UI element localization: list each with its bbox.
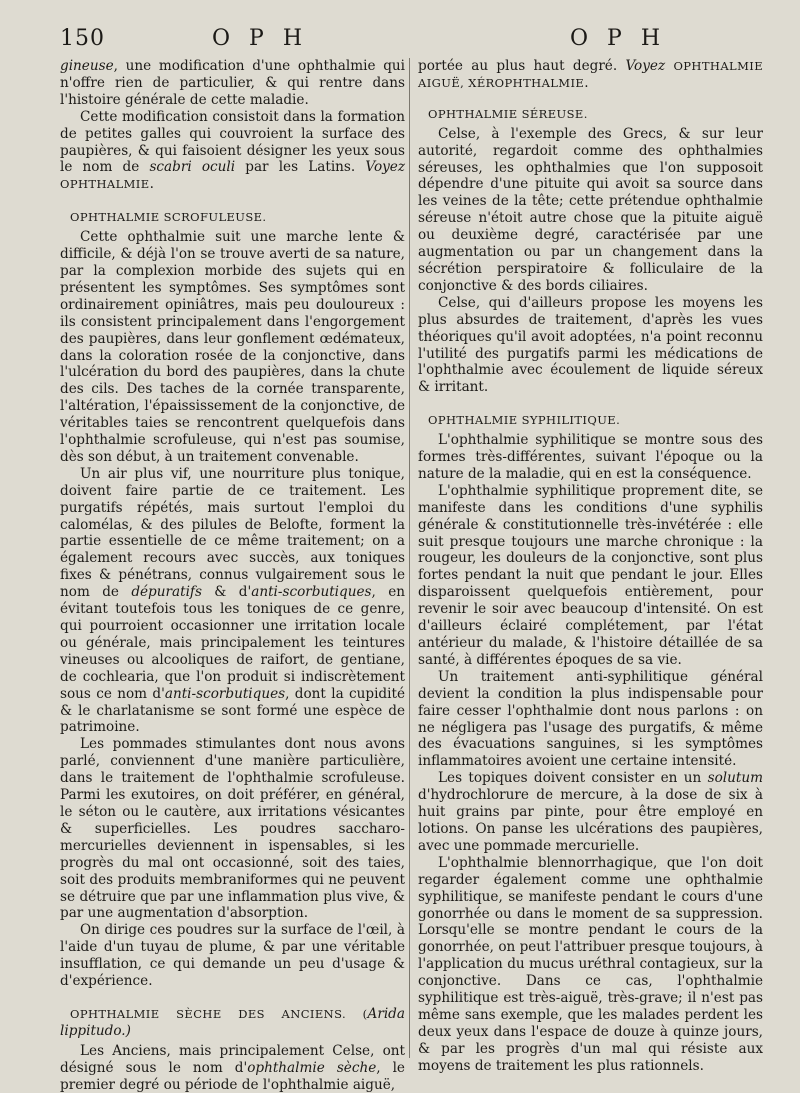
cross-reference: OPHTHALMIE AIGUË, XÉROPHTHALMIE [418, 59, 763, 90]
text: , en évitant toutefois tous les toniques de ce genre, qui pourroient occasionner une irritation locale ou générale, mais principalement les teintures vineuses ou alcooliques de raifort, de gentiane, de cochlearia, que l'on produit si indiscrètement sous ce nom d' [60, 584, 405, 702]
paragraph: On dirige ces poudres sur la surface de l'œil, à l'aide d'un tuyau de plume, & par une véritable insufflation, ce qui demande un peu d'usage & d'expérience. [60, 922, 405, 990]
paragraph: Cette ophthalmie suit une marche lente & difficile, & déjà l'on se trouve averti de sa nature, par la complexion morbide des sujets qui en présentent les symptômes. Ses symptômes sont ordinairement opiniâtres, mais peu douloureux : ils consistent principalement dans l'engorgement des paupières, dans leur gonflement œdémateux, dans la coloration rosée de la conjonctive, dans l'ulcération du bord des paupières, dans la chute des cils. Des taches de la cornée transparente, l'altération, l'épaississement de la conjonctive, de véritables taies se rencontrent quelquefois dans l'ophthalmie scrofuleuse, qui n'est pas soumise, dès son début, à un traitement convenable. [60, 229, 405, 465]
heading-text: OPHTHALMIE SÈCHE DES ANCIENS. ( [70, 1006, 368, 1021]
italic-text: solutum [707, 770, 763, 787]
paragraph: Celse, qui d'ailleurs propose les moyens les plus absurdes de traitement, d'après les vues théoriques qu'il avoit adoptées, n'a point reconnu l'utilité des purgatifs parmi les médications de l'ophthalmie avec écoulement de liquide séreux & irritant. [418, 294, 763, 396]
text: par les Latins. [235, 159, 366, 176]
right-running-head: O P H [570, 26, 667, 51]
italic-text: gineuse [60, 58, 114, 74]
right-column [418, 58, 763, 1074]
see-also-word: Voyez [365, 159, 406, 176]
paragraph: L'ophthalmie syphilitique proprement dite, se manifeste dans les conditions d'une syphilis générale & constitutionnelle très-invétérée : elle suit presque toujours une marche chronique : la rougeur, les douleurs de la conjonctive, sont plus fortes pendant la nuit que pendant le jour. Elles disparoissent quelquefois entièrement, pour revenir le soir avec beaucoup d'intensité. On est d'ailleurs éclairé complétement, par l'état antérieur du malade, & l'histoire détaillée de sa santé, à différentes époques de sa vie. [418, 482, 763, 668]
paragraph: Les pommades stimulantes dont nous avons parlé, conviennent d'une manière particulière, dans le traitement de l'ophthalmie scrofuleuse. Parmi les exutoires, on doit préférer, en général, le séton ou le cautère, aux irritations vésicantes & superficielles. Les poudres saccharo-mercurielles deviennent in ispensables, si les progrès du mal ont occasionné, soit des taies, soit des produits membraniformes qui ne peuvent se détruire que par une inflammation plus vive, & par une augmentation d'absorption. [60, 736, 405, 922]
left-running-head: O P H [212, 26, 309, 51]
text: Cette modification consistoit dans la formation de petites galles qui couvroient la surface des paupières, & qui faisoient désigner les yeux sous le nom de [60, 108, 405, 176]
paragraph: Un traitement anti-syphilitique général devient la condition la plus indispensable pour faire cesser l'ophthalmie dont nous parlons : on ne négligera pas l'usage des purgatifs, & même des évacuations sanguines, si les symptômes inflammatoires avoient une certaine intensité. [418, 668, 763, 770]
paragraph [418, 58, 763, 92]
section-heading: OPHTHALMIE SCROFULEUSE. [70, 210, 267, 225]
text: , une modification d'une ophthalmie qui n'offre rien de particulier, & qui rentre dans l'histoire générale de cette maladie. [60, 58, 405, 108]
paragraph: Celse, à l'exemple des Grecs, & sur leur autorité, regardoit comme des ophthalmies séreuses, les ophthalmies que l'on supposoit dépendre d'une pituite qui avoit sa source dans les veines de la tête; cette prétendue ophthalmie séreuse n'étoit autre chose que la pituite aiguë ou deuxième degré, caractérisée par une augmentation ou par un changement dans la sécrétion perspiratoire & folliculaire de la conjonctive & des bords ciliaires. [418, 125, 763, 294]
text: Les Anciens, mais principalement Celse, ont désigné sous le nom d' [60, 1042, 405, 1076]
text: . [149, 176, 154, 193]
text: d'hydrochlorure de mercure, à la dose de six à huit grains par pinte, pour être employé en lotions. On panse les ulcérations des paupières, avec une pommade mercurielle. [418, 787, 763, 854]
italic-text: dépuratifs [131, 584, 202, 601]
text: , dont la cupidité & le charlatanisme se sont formé une espèce de patrimoine. [60, 685, 405, 736]
italic-text: ophthalmie sèche [247, 1059, 377, 1076]
paragraph: L'ophthalmie blennorrhagique, que l'on doit regarder également comme une ophthalmie syphilitique, se manifeste pendant le cours d'une gonorrhée ou dans le moment de sa suppression. Lorsqu'elle se montre pendant le cours de la gonorrhée, on peut l'attribuer presque toujours, à l'application du mucus uréthral contagieux, sur la conjonctive. Dans ce cas, l'ophthalmie syphilitique est très-aiguë, très-grave; il n'est pas même sans exemple, que les malades perdent les deux yeux dans l'espace de douze à quinze jours, & par les progrès d'un mal qui résiste aux moyens de traitement les plus rationnels. [418, 854, 763, 1074]
cross-reference: OPHTHALMIE [60, 177, 150, 192]
heading-text: ) [125, 1022, 131, 1039]
italic-text: anti-scorbutiques [164, 685, 286, 702]
section-heading: OPHTHALMIE SYPHILITIQUE. [428, 413, 621, 428]
left-column [60, 58, 406, 1093]
text: , le premier degré ou période de l'ophthalmie aiguë, [60, 1059, 405, 1093]
see-also-word: Voyez [625, 58, 666, 74]
paragraph [60, 1043, 405, 1093]
column-divider [409, 58, 410, 1058]
text: & d' [201, 584, 252, 601]
page-number: 150 [60, 26, 105, 51]
text: portée au plus haut degré. [418, 58, 626, 74]
text: Un air plus vif, une nourriture plus tonique, doivent faire partie de ce traitement. Les purgatifs répétés, mais surtout l'emploi du calomélas, & des pilules de Belofte, forment la partie essentielle de ce même traitement; on a également recours avec succès, aux toniques fixes & pénétrans, connus vulgairement sous le nom de [60, 465, 405, 601]
latin-name: Arida lippitudo. [60, 1005, 405, 1039]
italic-text: scabri oculi [149, 159, 236, 176]
paragraph: L'ophthalmie syphilitique se montre sous des formes très-différentes, suivant l'époque ou la nature de la maladie, qui en est la conséquence. [418, 432, 763, 482]
paragraph [60, 109, 405, 194]
italic-text: anti-scorbutiques [251, 584, 372, 601]
paragraph [60, 466, 405, 737]
paragraph [418, 770, 763, 855]
text: Les topiques doivent consister en un [438, 770, 708, 787]
text: . [584, 74, 589, 91]
section-heading [60, 1006, 405, 1040]
section-heading: OPHTHALMIE SÉREUSE. [428, 106, 588, 121]
page-header [60, 22, 760, 56]
paragraph [60, 58, 405, 109]
